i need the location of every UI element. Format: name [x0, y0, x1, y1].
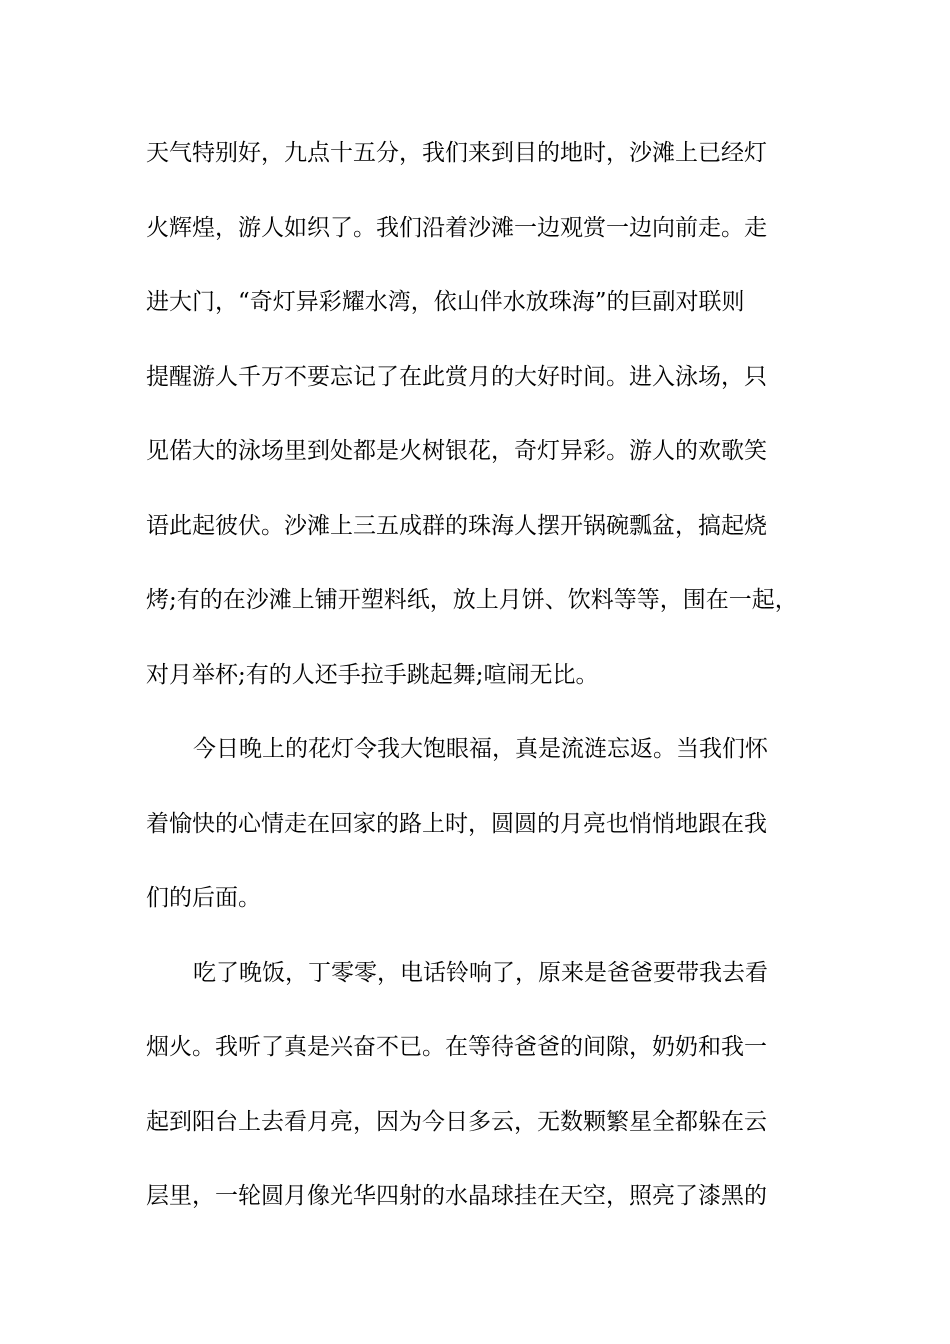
paragraph-start-line: 今日晚上的花灯令我大饱眼福，真是流涟忘返。当我们怀: [193, 736, 768, 762]
text-line: 烟火。我听了真是兴奋不已。在等待爸爸的间隙，奶奶和我一: [146, 1034, 767, 1060]
document-body: [146, 130, 826, 1248]
text-line: 们的后面。: [146, 885, 261, 911]
paragraph-start-line: 吃了晚饭，丁零零，电话铃响了，原来是爸爸要带我去看: [193, 959, 768, 986]
text-line: 起到阳台上去看月亮，因为今日多云，无数颗繁星全都躲在云: [146, 1108, 767, 1135]
text-line: 语此起彼伏。沙滩上三五成群的珠海人摆开锅碗瓢盆，搞起烧: [146, 512, 767, 539]
text-line: 火辉煌，游人如织了。我们沿着沙滩一边观赏一边向前走。走: [146, 214, 767, 241]
text-line: 烤;有的在沙滩上铺开塑料纸，放上月饼、饮料等等，围在一起，: [146, 587, 798, 613]
text-line: 提醒游人千万不要忘记了在此赏月的大好时间。进入泳场，只: [146, 363, 767, 390]
text-line: 对月举杯;有的人还手拉手跳起舞;喧闹无比。: [146, 661, 599, 688]
text-line: 着愉快的心情走在回家的路上时，圆圆的月亮也悄悄地跟在我: [146, 810, 767, 837]
text-line: 层里，一轮圆月像光华四射的水晶球挂在天空，照亮了漆黑的: [146, 1183, 767, 1209]
text-line: 进大门，“奇灯异彩耀水湾，依山伴水放珠海”的巨副对联则: [146, 289, 745, 315]
text-line: 见偌大的泳场里到处都是火树银花，奇灯异彩。游人的欢歌笑: [146, 438, 767, 464]
text-line: 天气特别好，九点十五分，我们来到目的地时，沙滩上已经灯: [146, 140, 767, 166]
